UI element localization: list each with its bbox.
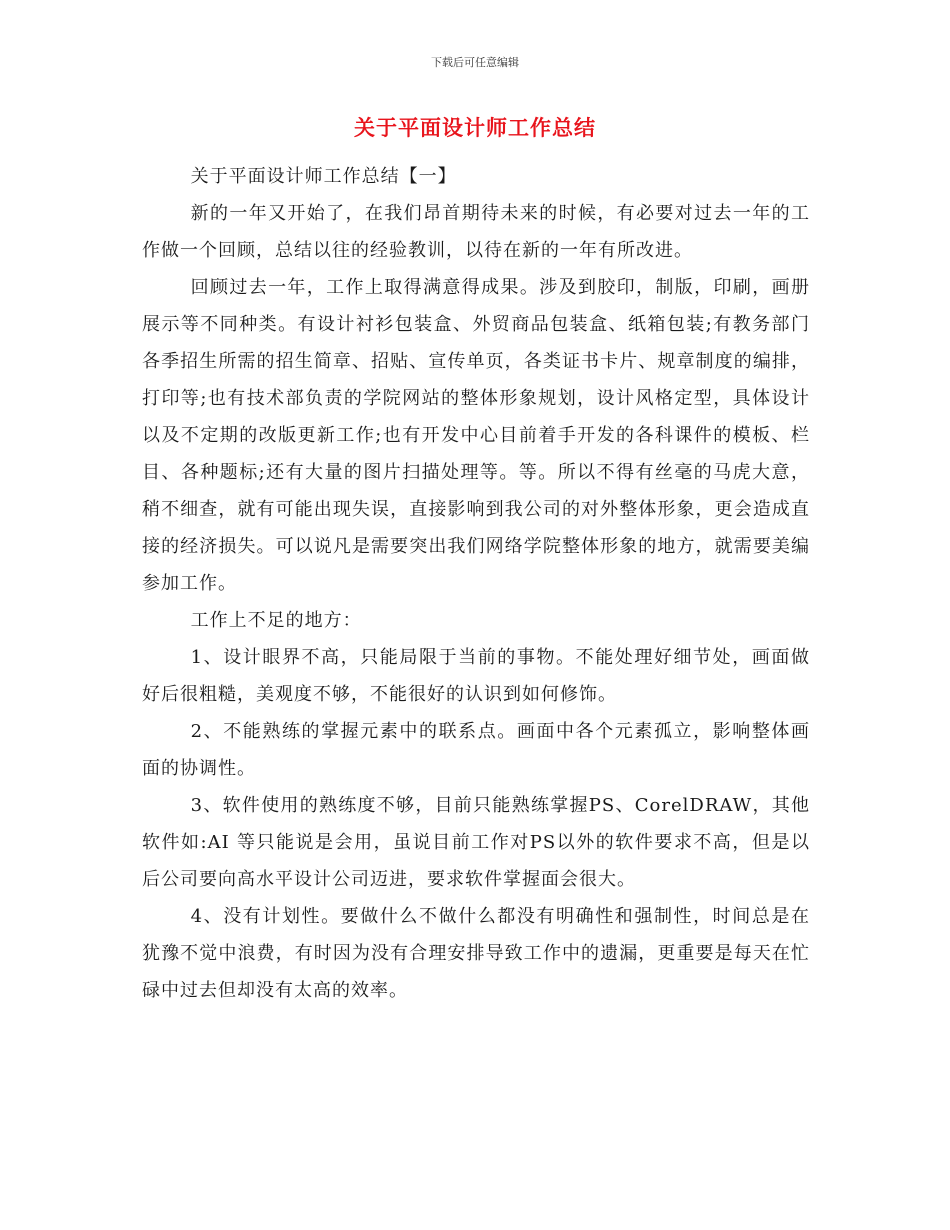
shortcoming-item-1: 1、设计眼界不高，只能局限于当前的事物。不能处理好细节处，画面做好后很粗糙，美观度不够，不能很好的认识到如何修饰。 [142,647,810,705]
shortcoming-item-2: 2、不能熟练的掌握元素中的联系点。画面中各个元素孤立，影响整体画面的协调性。 [142,721,810,779]
section-heading: 关于平面设计师工作总结【一】 [190,166,457,187]
shortcoming-item-3: 3、软件使用的熟练度不够，目前只能熟练掌握PS、CorelDRAW，其他软件如:AI 等只能说是会用，虽说目前工作对PS以外的软件要求不高，但是以后公司要向高水平设计公司迈进，要求软件掌握面会很大。 [142,795,810,890]
paragraph-intro: 新的一年又开始了，在我们昂首期待未来的时候，有必要对过去一年的工作做一个回顾，总结以往的经验教训，以待在新的一年有所改进。 [142,203,810,261]
document-body [142,158,810,1009]
shortcoming-item-4: 4、没有计划性。要做什么不做什么都没有明确性和强制性，时间总是在犹豫不觉中浪费，有时因为没有合理安排导致工作中的遗漏，更重要是每天在忙碌中过去但却没有太高的效率。 [142,906,810,1001]
shortcomings-heading: 工作上不足的地方： [190,610,362,631]
document-title: 关于平面设计师工作总结 [354,116,596,140]
header-note: 下载后可任意编辑 [431,56,519,69]
paragraph-review: 回顾过去一年，工作上取得满意得成果。涉及到胶印，制版，印刷，画册展示等不同种类。有设计衬衫包装盒、外贸商品包装盒、纸箱包装;有教务部门各季招生所需的招生简章、招贴、宣传单页，各类证书卡片、规章制度的编排，打印等;也有技术部负责的学院网站的整体形象规划，设计风格定型，具体设计以及不定期的改版更新工作;也有开发中心目前着手开发的各科课件的模板、栏目、各种题标;还有大量的图片扫描处理等。等。所以不得有丝毫的马虎大意，稍不细查，就有可能出现失误，直接影响到我公司的对外整体形象，更会造成直接的经济损失。可以说凡是需要突出我们网络学院整体形象的地方，就需要美编参加工作。 [142,277,810,594]
